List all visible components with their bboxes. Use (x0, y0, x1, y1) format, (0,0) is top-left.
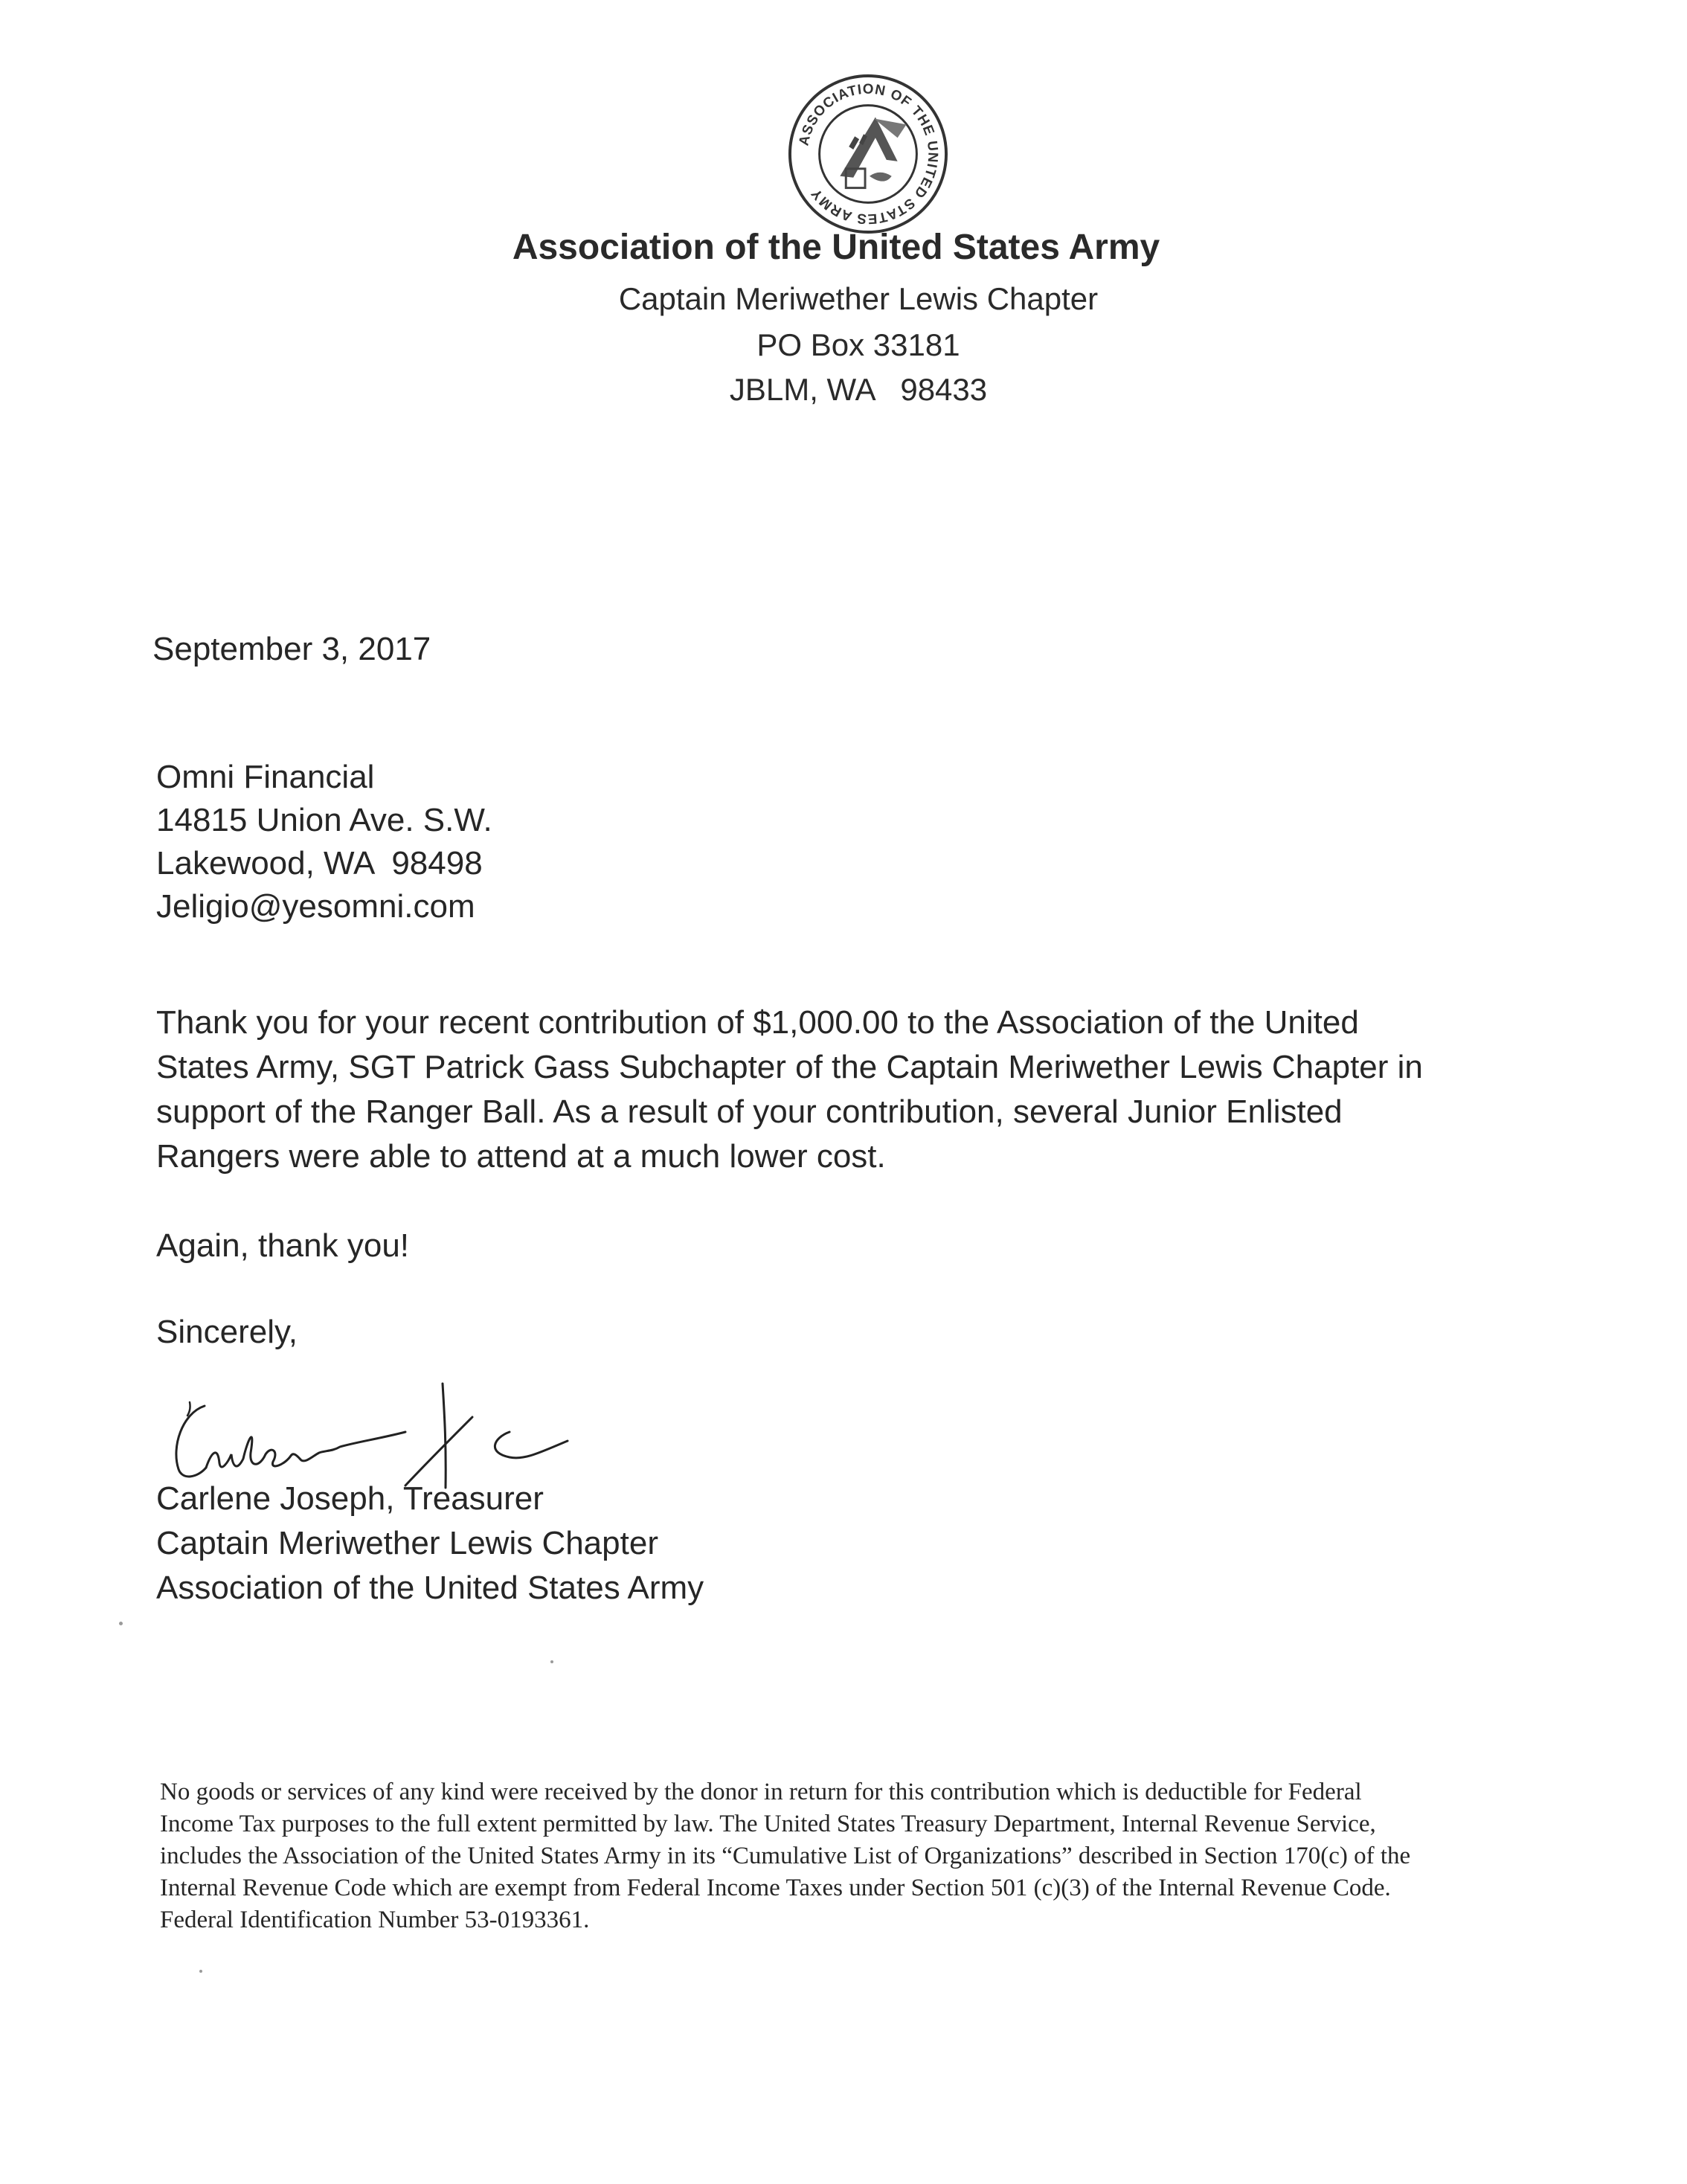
disclaimer-line: No goods or services of any kind were received by the donor in return for this contribution which is deductible for Federal (160, 1779, 1362, 1805)
seal-text: ASSOCIATION OF THE UNITED STATES ARMY (795, 80, 942, 228)
closing: Sincerely, (156, 1314, 298, 1350)
scan-speck (550, 1660, 553, 1663)
body-line: States Army, SGT Patrick Gass Subchapter of the Captain Meriwether Lewis Chapter in (156, 1049, 1423, 1085)
scan-speck (199, 1970, 202, 1973)
svg-text:ASSOCIATION OF THE UNITED STAT (795, 81, 941, 228)
recipient-email: Jeligio@yesomni.com (156, 888, 475, 925)
disclaimer-line: Income Tax purposes to the full extent permitted by law. The United States Treasury Department, Internal Revenue Service, (160, 1811, 1376, 1837)
po-box: PO Box 33181 (756, 327, 960, 362)
scan-speck (119, 1622, 123, 1625)
city-state-zip: JBLM, WA 98433 (729, 372, 988, 407)
tax-disclaimer (160, 1776, 1588, 1936)
chapter-name: Captain Meriwether Lewis Chapter (618, 281, 1099, 316)
letter-date: September 3, 2017 (152, 631, 431, 667)
organization-name: Association of the United States Army (512, 228, 1160, 267)
body-line: Rangers were able to attend at a much lower cost. (156, 1138, 886, 1175)
handwritten-signature (160, 1380, 591, 1491)
recipient-street: 14815 Union Ave. S.W. (156, 802, 492, 838)
thanks-line: Again, thank you! (156, 1227, 410, 1264)
signer-name: Carlene Joseph, Treasurer (156, 1480, 544, 1517)
disclaimer-line: includes the Association of the United States Army in its “Cumulative List of Organizations” described in Section 170(c) of the (160, 1843, 1411, 1869)
disclaimer-line: Internal Revenue Code which are exempt from Federal Income Taxes under Section 501 (c)(3) of the Internal Revenue Code. (160, 1875, 1391, 1901)
body-line: Thank you for your recent contribution of $1,000.00 to the Association of the United (156, 1004, 1359, 1041)
ausa-seal (787, 73, 949, 235)
recipient-name: Omni Financial (156, 759, 375, 795)
body-line: support of the Ranger Ball. As a result of your contribution, several Junior Enlisted (156, 1093, 1343, 1130)
recipient-city: Lakewood, WA 98498 (156, 845, 483, 881)
signer-chapter: Captain Meriwether Lewis Chapter (156, 1525, 658, 1561)
disclaimer-line: Federal Identification Number 53-0193361. (160, 1907, 590, 1933)
signer-organization: Association of the United States Army (156, 1570, 704, 1606)
